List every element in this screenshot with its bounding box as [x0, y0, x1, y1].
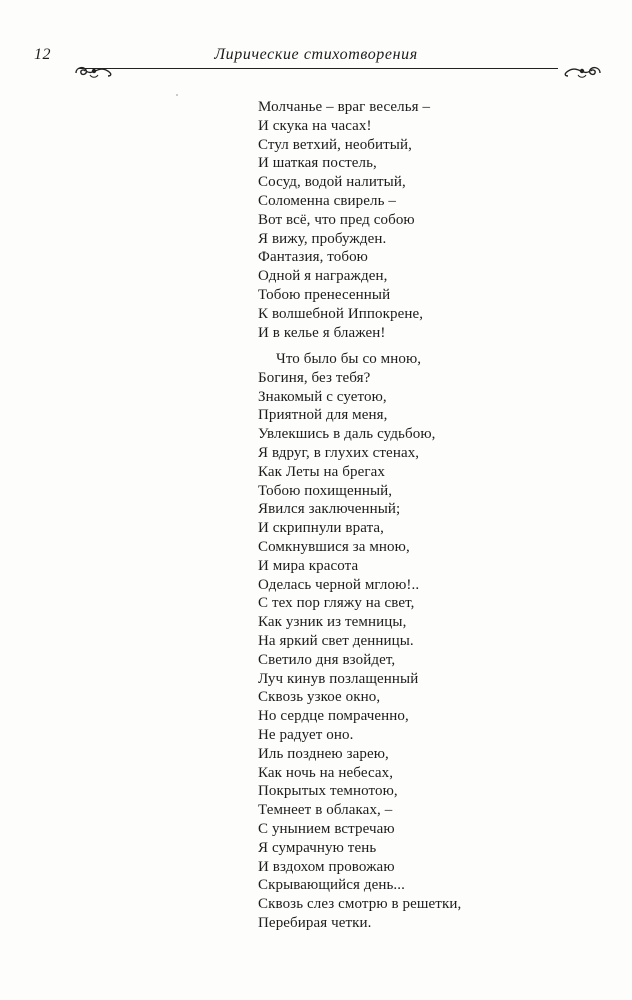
poem-line: Как ночь на небесах,: [258, 764, 394, 781]
poem-line: Перебирая четки.: [258, 914, 372, 931]
poem-line: И вздохом провожаю: [258, 858, 395, 875]
poem-line: И шаткая постель,: [258, 155, 377, 172]
poem-line: Тобою похищенный,: [258, 482, 393, 499]
poem-stanza-2: [258, 350, 461, 933]
poem-line: И скука на часах!: [258, 117, 372, 134]
poem-line: И скрипнули врата,: [258, 520, 385, 537]
poem-line: Светило дня взойдет,: [258, 651, 396, 668]
flourish-ornament-icon: [72, 62, 116, 80]
poem-line: И в келье я блажен!: [258, 324, 386, 341]
poem-line: Богиня, без тебя?: [258, 369, 371, 386]
poem-line: Темнеет в облаках, –: [258, 802, 393, 819]
poem-line: Фантазия, тобою: [258, 249, 368, 266]
poem-line: Я вдруг, в глухих стенах,: [258, 444, 420, 461]
poem-line: Но сердце помраченно,: [258, 708, 409, 725]
poem-line: Сквозь узкое окно,: [258, 689, 381, 706]
poem-line: Иль позднею зарею,: [258, 745, 389, 762]
poem-line: К волшебной Иппокрене,: [258, 305, 424, 322]
running-title: Лирические стихотворения: [214, 46, 418, 63]
poem-line: С унынием встречаю: [258, 820, 395, 837]
poem-line: Приятной для меня,: [258, 407, 388, 424]
poem-line: Луч кинув позлащенный: [258, 670, 419, 687]
poem-line: Тобою пренесенный: [258, 286, 391, 303]
poem-line: Сквозь слез смотрю в решетки,: [258, 896, 462, 913]
poem-line: Скрывающийся день...: [258, 877, 405, 894]
poem-line: Покрытых темнотою,: [258, 783, 398, 800]
poem-line: С тех пор гляжу на свет,: [258, 595, 415, 612]
poem-line: Соломенна свирель –: [258, 192, 397, 209]
poem-line: Как узник из темницы,: [258, 614, 407, 631]
poem-line: Я сумрачную тень: [258, 839, 377, 856]
poem-line: И мира красота: [258, 557, 359, 574]
page-number: 12: [34, 46, 51, 63]
poem-line: Сосуд, водой налитый,: [258, 174, 406, 191]
poem-line: Вот всё, что пред собою: [258, 211, 415, 228]
poem-line: Молчанье – враг веселья –: [258, 99, 431, 115]
poem-line: Не радует оно.: [258, 726, 354, 743]
poem-stanza-1: [258, 98, 430, 342]
flourish-ornament-icon: [560, 62, 604, 80]
paper-speck: [176, 94, 178, 96]
poem-line: Увлекшись в даль судьбою,: [258, 426, 436, 443]
poem-line: Сомкнувшися за мною,: [258, 538, 410, 555]
poem-line: Одной я награжден,: [258, 268, 388, 285]
poem-line: Знакомый с суетою,: [258, 388, 387, 405]
header-rule: [78, 68, 558, 69]
poem-line: Я вижу, пробужден.: [258, 230, 387, 247]
poem-line: Явился заключенный;: [258, 501, 401, 518]
poem-line: Стул ветхий, необитый,: [258, 136, 412, 153]
poem-line: Как Леты на брегах: [258, 463, 385, 480]
poem-line: Что было бы со мною,: [276, 351, 422, 367]
poem-line: На яркий свет денницы.: [258, 632, 414, 649]
poem-line: Оделась черной мглою!..: [258, 576, 420, 593]
